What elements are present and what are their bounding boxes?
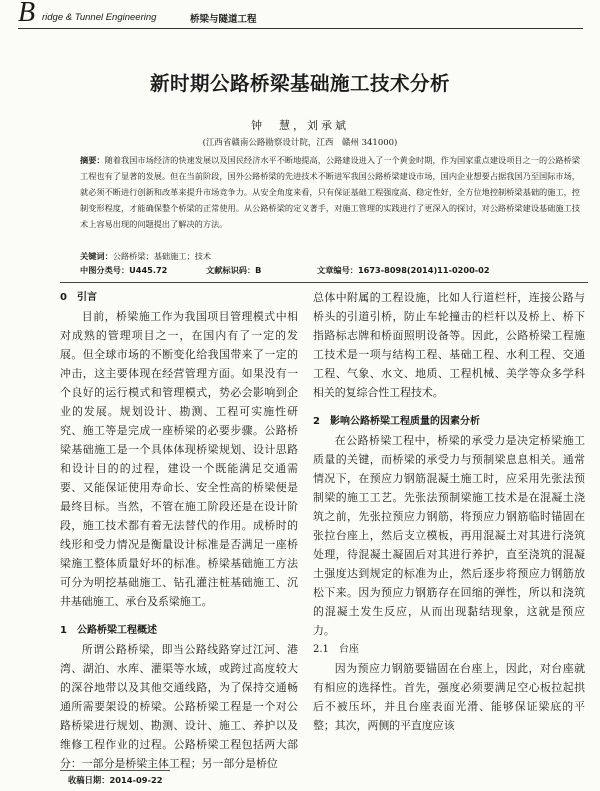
section-2-paragraph: 在公路桥梁工程中，桥梁的承受力是决定桥梁施工质量的关键，而桥梁的承受力与预制梁息息相关。通常情况下，在预应力钢筋混凝土施工时，应采用先张法预制梁的施工工艺。先张法预制梁施工技术是在混凝土浇筑之前，先张拉预应力钢筋，将预应力钢筋临时锚固在张拉台座上，然后支立模板，再用混凝土对其进行浇筑处理，待混凝土凝固后对其进行养护，直至浇筑的混凝土强度达到规定的标准为止，然后逐步将预应力钢筋放松下来。因为预应力钢筋存在回缩的弹性，所以和浇筑的混凝土发生反应，从而出现黏结现象，这就是预应力。 [313,434,585,637]
paper-title: 新时期公路桥梁基础施工技术分析 [149,72,450,95]
section-2-1-heading: 2.1 台座 [313,644,359,655]
received-date: 收稿日期：2014-09-22 [68,775,163,785]
section-2-1-paragraph: 因为预应力钢筋要锚固在台座上，因此，对台座就有相应的选择性。首先，强度必须要满足空心板拉起拱后不被压坏，并且台座表面光滑、能够保证梁底的平整；其次，两侧的平直度应该 [313,662,585,732]
left-column [60,288,298,770]
document-code: 文献标识码：B [206,265,262,275]
abstract [80,152,580,232]
section-1-paragraph: 所谓公路桥梁，即当公路线路穿过江河、港湾、湖泊、水库、灌渠等水域，或跨过高度较大的深谷地带以及其他交通线路，为了保持交通畅通所需要架设的桥梁。公路桥梁工程是一个对公路桥梁进行规划、勘测、设计、施工、养护以及维修工程作业的过程。公路桥梁工程包括两大部分：一部分是桥梁主体工程；另一部分是桥位 [60,643,298,770]
keywords [80,248,580,264]
header-divider [18,28,583,29]
journal-name-cn: 桥梁与隧道工程 [190,14,257,25]
abstract-text: 随着我国市场经济的快速发展以及国民经济水平不断地提高，公路建设进入了一个黄金时期，作为国家重点建设项目之一的公路桥梁工程也有了显著的发展。但在当前阶段，国外公路桥梁的先进技术不断进军我国公路桥梁建设市场，国内企业想要占据我国乃至国际市场，就必须不断进行创新和改革来提升市场竞争力。从安全角度来看，只有保证基础工程强度高、稳定性好，全方位地控制桥梁基础的施工，控制变形程度，才能确保整个桥梁的正常使用。从公路桥梁的定义著手，对施工管理的实践进行了更深入的探讨，对公路桥梁建设基础施工技术上容易出现的问题提出了解决的方法。 [80,155,580,230]
section-0-paragraph: 目前，桥梁施工作为我国项目管理模式中相对成熟的管理项目之一，在国内有了一定的发展。但全球市场的不断变化给我国带来了一定的冲击，这主要体现在经营管理方面。如果没有一个良好的运行模式和管理模式，势必会影响到企业的发展。规划设计、勘测、工程可实施性研究、施工等是完成一座桥梁的必要步骤。公路桥梁基础施工是一个具体体现桥梁规划、设计思路和设计目的的过程，建设一个既能满足交通需要、又能保证使用寿命长、安全性高的桥梁便是最终目标。当然，不管在施工阶段还是在设计阶段，施工技术都有着无法替代的作用。成桥时的线形和受力情况是衡量设计标准是否满足一座桥梁施工整体质量好坏的标准。桥梁基础施工方法可分为明挖基础施工、钻孔灌注桩基础施工、沉井基础施工、承台及系梁施工。 [60,310,298,608]
journal-header [18,2,588,28]
footnote-divider [60,770,170,771]
abstract-label: 摘要： [80,155,105,165]
journal-logo-letter: B [18,0,36,28]
journal-name-en: ridge & Tunnel Engineering [42,12,157,23]
keywords-label: 关键词： [80,251,113,261]
section-0-heading: 0 引言 [60,292,97,303]
article-number: 文章编号：1673-8098(2014)11-0200-02 [317,265,490,275]
abstract-divider [60,282,588,283]
right-column [313,288,585,763]
section-1-heading: 1 公路桥梁工程概述 [60,625,157,636]
paper-authors: 钟 慧，刘承斌 [251,119,349,132]
continued-paragraph: 总体中附属的工程设施，比如人行道栏杆，连接公路与桥头的引道引桥，防止车轮撞击的栏杆以及桥上、桥下指路标志牌和桥面照明设备等。因此，公路桥梁工程施工技术是一项与结构工程、基础工程、水利工程、交通工程、气象、水文、地质、工程机械、美学等众多学科相关的复综合性工程技术。 [313,291,585,399]
section-2-heading: 2 影响公路桥梁工程质量的因素分析 [313,416,480,427]
keywords-text: 公路桥梁；基础施工；技术 [112,251,212,261]
author-affiliation: (江西省赣南公路勘察设计院，江西 赣州 341000) [202,138,398,148]
clc-number: 中图分类号：U445.72 [80,265,168,275]
